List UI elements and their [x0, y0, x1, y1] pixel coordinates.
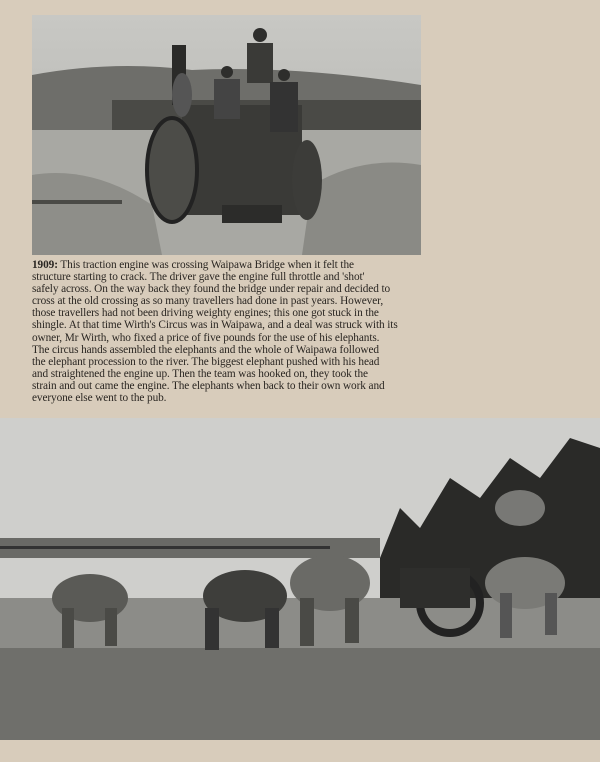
traction-engine-photo	[32, 15, 421, 255]
caption-line: safely across. On the way back they found the bridge under repair and decided to	[32, 283, 391, 296]
caption-line: shingle. At that time Wirth's Circus was in Waipawa, and a deal was struck with its	[32, 319, 398, 332]
photo-caption	[32, 259, 432, 404]
caption-line: the elephant procession to the river. The biggest elephant pushed with his head	[32, 355, 380, 368]
caption-line: structure starting to crack. The driver gave the engine full throttle and 'shot'	[32, 271, 365, 284]
caption-line: those travellers had not been driving weighty engines; this one got stuck in the	[32, 307, 379, 320]
caption-line: everyone else went to the pub.	[32, 392, 167, 405]
caption-line: cross at the old crossing as so many travellers had done in past years. However,	[32, 295, 384, 308]
caption-line: and straightened the engine up. Then the team was hooked on, they took the	[32, 367, 368, 380]
caption-line: strain and out came the engine. The elephants when back to their own work and	[32, 379, 385, 392]
caption-line: The circus hands assembled the elephants and the whole of Waipawa followed	[32, 343, 379, 356]
caption-year: 1909:	[32, 259, 58, 271]
caption-line: owner, Mr Wirth, who fixed a price of five pounds for the use of his elephants.	[32, 331, 380, 344]
elephants-river-photo	[0, 418, 600, 740]
caption-line: This traction engine was crossing Waipawa Bridge when it felt the	[57, 259, 354, 271]
